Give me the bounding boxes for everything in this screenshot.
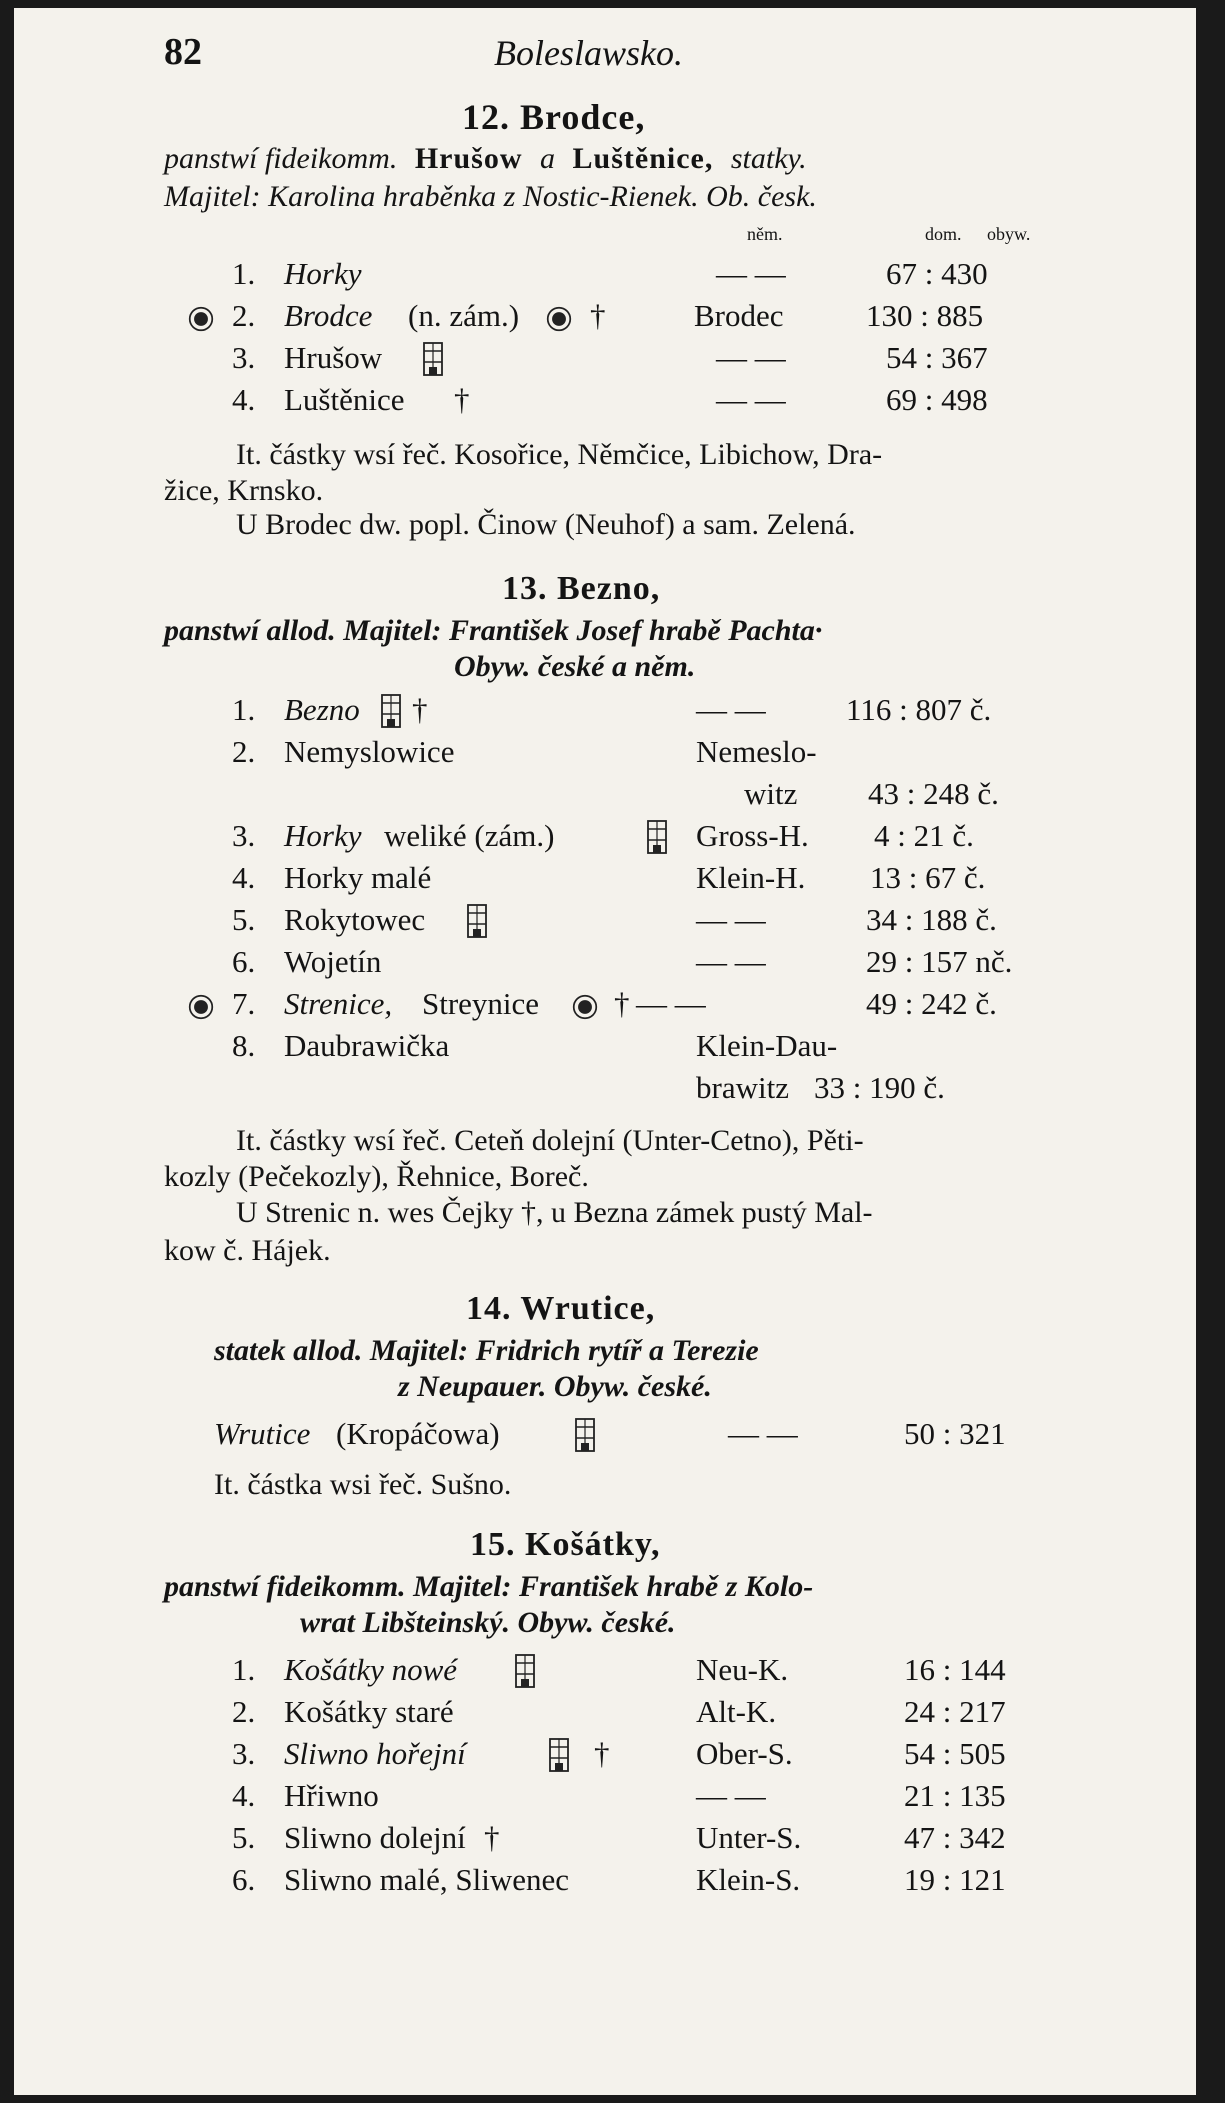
row-index: 8. — [232, 1028, 256, 1063]
house-population: 16 : 144 — [904, 1652, 1006, 1687]
castle-icon — [574, 1418, 596, 1452]
place-name: Bezno — [284, 692, 360, 727]
place-name: Wojetín — [284, 944, 382, 979]
row-index: 6. — [232, 1862, 256, 1897]
german-name: — — — [716, 256, 786, 291]
table-row — [14, 1416, 1196, 1456]
row-index: 4. — [232, 382, 256, 417]
col-head-dom: dom. — [925, 224, 962, 244]
table-row — [14, 818, 1196, 858]
subtitle-part: panstwí fideikomm. — [164, 142, 398, 175]
table-row — [14, 1862, 1196, 1902]
row-index: 6. — [232, 944, 256, 979]
table-row — [14, 1652, 1196, 1692]
table-row — [14, 340, 1196, 380]
place-name: Horky — [284, 818, 362, 853]
house-population: 29 : 157 nč. — [866, 944, 1013, 979]
house-population: 47 : 342 — [904, 1820, 1006, 1855]
row-index: 5. — [232, 1820, 256, 1855]
table-row — [14, 1778, 1196, 1818]
german-name: — — — [728, 1416, 798, 1451]
col-head-obyw: obyw. — [987, 224, 1031, 244]
note-line: U Brodec dw. popl. Činow (Neuhof) a sam. Zelená. — [236, 508, 856, 541]
parish-target-icon — [572, 994, 598, 1020]
table-row — [14, 692, 1196, 732]
house-population: 54 : 505 — [904, 1736, 1006, 1771]
house-population: 24 : 217 — [904, 1694, 1006, 1729]
house-population: 21 : 135 — [904, 1778, 1006, 1813]
place-name: Sliwno hořejní — [284, 1736, 466, 1771]
place-name: Strenice, — [284, 986, 393, 1021]
section-heading-12: 12. Brodce, — [462, 97, 646, 137]
table-row — [14, 944, 1196, 984]
col-head-nem: něm. — [747, 224, 783, 244]
note-line: kow č. Hájek. — [164, 1234, 331, 1267]
note-part: U Strenic n. wes Čejky — [236, 1196, 514, 1229]
place-name: Sliwno malé, Sliwenec — [284, 1862, 569, 1897]
table-row-cont — [14, 1070, 1196, 1110]
section-subtitle-15: panstwí fideikomm. Majitel: František hrabě z Kolo- — [164, 1570, 814, 1603]
row-index: 3. — [232, 818, 256, 853]
table-row — [14, 734, 1196, 774]
place-name: Brodce — [284, 298, 373, 333]
table-row — [14, 1694, 1196, 1734]
row-index: 2. — [232, 1694, 256, 1729]
subtitle-part: statky. — [730, 142, 807, 175]
place-name: Košátky staré — [284, 1694, 454, 1729]
german-name: — — — [636, 986, 706, 1021]
house-population: 33 : 190 č. — [814, 1070, 945, 1105]
german-name: — — — [696, 692, 766, 727]
place-note: weliké (zám.) — [384, 818, 555, 853]
church-cross-icon: † — [590, 298, 606, 333]
german-name: Klein-H. — [696, 860, 806, 895]
house-population: 54 : 367 — [886, 340, 988, 375]
note-line: kozly (Pečekozly), Řehnice, Boreč. — [164, 1160, 589, 1193]
place-name: Košátky nowé — [284, 1652, 458, 1687]
german-name: Nemeslo- — [696, 734, 817, 769]
church-cross-icon: † — [594, 1736, 610, 1771]
row-index: 3. — [232, 1736, 256, 1771]
german-name: — — — [696, 1778, 766, 1813]
section-subtitle-13b: Obyw. české a něm. — [454, 650, 696, 683]
row-index: 5. — [232, 902, 256, 937]
table-row-cont — [14, 776, 1196, 816]
row-index: 7. — [232, 986, 256, 1021]
table-row — [14, 902, 1196, 942]
church-cross-icon: † — [412, 692, 428, 727]
house-population: 116 : 807 č. — [846, 692, 992, 727]
house-population: 34 : 188 č. — [866, 902, 997, 937]
page-number: 82 — [164, 31, 202, 73]
note-line: It. částky wsí řeč. Kosořice, Němčice, Libichow, Dra- — [236, 438, 883, 471]
table-row — [14, 256, 1196, 296]
german-name: Neu-K. — [696, 1652, 789, 1687]
table-row — [14, 1028, 1196, 1068]
table-row — [14, 986, 1196, 1026]
row-index: 1. — [232, 1652, 256, 1687]
owner-line-12: Majitel: Karolina hraběnka z Nostic-Rienek. Ob. česk. — [164, 180, 817, 213]
church-cross-icon: † — [484, 1820, 500, 1855]
note-line: It. částka wsi řeč. Sušno. — [214, 1468, 512, 1501]
house-population: 43 : 248 č. — [868, 776, 999, 811]
place-name: Daubrawička — [284, 1028, 450, 1063]
place-name: Luštěnice — [284, 382, 405, 417]
german-name: — — — [696, 902, 766, 937]
castle-icon — [380, 694, 402, 728]
place-name: Horky — [284, 256, 362, 291]
place-note: Streynice — [422, 986, 540, 1021]
row-index: 4. — [232, 860, 256, 895]
note-line — [236, 1196, 873, 1230]
section-heading-13: 13. Bezno, — [502, 570, 661, 607]
row-index: 2. — [232, 734, 256, 769]
row-index: 1. — [232, 256, 256, 291]
german-name: Alt-K. — [696, 1694, 777, 1729]
german-name: Brodec — [694, 298, 784, 333]
house-population: 4 : 21 č. — [874, 818, 974, 853]
subtitle-part: Luštěnice, — [572, 142, 714, 175]
section-subtitle-14: statek allod. Majitel: Fridrich rytíř a Terezie — [214, 1334, 759, 1367]
section-subtitle-13: panstwí allod. Majitel: František Josef hrabě Pachta· — [164, 614, 823, 647]
church-cross-icon: † — [454, 382, 470, 417]
german-name: Klein-S. — [696, 1862, 801, 1897]
house-population: 13 : 67 č. — [870, 860, 986, 895]
church-cross-icon: † — [520, 1196, 536, 1229]
house-population: 50 : 321 — [904, 1416, 1006, 1451]
castle-icon — [514, 1654, 536, 1688]
house-population: 49 : 242 č. — [866, 986, 997, 1021]
german-name: Ober-S. — [696, 1736, 793, 1771]
place-name: Sliwno dolejní — [284, 1820, 466, 1855]
table-row — [14, 298, 1196, 338]
section-subtitle-15b: wrat Libšteinský. Obyw. české. — [300, 1606, 676, 1639]
parish-target-icon — [188, 306, 214, 332]
table-row — [14, 1736, 1196, 1776]
place-name: Horky malé — [284, 860, 432, 895]
section-heading-14: 14. Wrutice, — [466, 1290, 656, 1327]
place-name: Hrušow — [284, 340, 383, 375]
table-row — [14, 860, 1196, 900]
note-part: , u Bezna zámek pustý Mal- — [535, 1196, 873, 1229]
parish-target-icon — [188, 994, 214, 1020]
section-heading-15: 15. Košátky, — [470, 1526, 661, 1563]
book-page — [14, 8, 1196, 2095]
house-population: 67 : 430 — [886, 256, 988, 291]
german-name: Gross-H. — [696, 818, 809, 853]
section-subtitle-14b: z Neupauer. Obyw. české. — [398, 1370, 712, 1403]
running-title: Boleslawsko. — [494, 33, 683, 73]
subtitle-part: a — [540, 142, 556, 175]
note-line: It. částky wsí řeč. Ceteň dolejní (Unter-Cetno), Pěti- — [236, 1124, 864, 1157]
row-index: 4. — [232, 1778, 256, 1813]
house-population: 69 : 498 — [886, 382, 988, 417]
table-row — [14, 1820, 1196, 1860]
castle-icon — [422, 342, 444, 376]
place-note: (n. zám.) — [408, 298, 520, 333]
german-name: Unter-S. — [696, 1820, 802, 1855]
parish-target-icon — [546, 306, 572, 332]
german-name-cont: brawitz — [696, 1070, 789, 1105]
german-name: Klein-Dau- — [696, 1028, 838, 1063]
place-name: Rokytowec — [284, 902, 426, 937]
note-line: žice, Krnsko. — [164, 474, 324, 507]
german-name: — — — [716, 382, 786, 417]
subtitle-part: Hrušow — [414, 142, 523, 175]
place-name: Nemyslowice — [284, 734, 455, 769]
church-cross-icon: † — [614, 986, 630, 1021]
german-name-cont: witz — [744, 776, 798, 811]
german-name: — — — [696, 944, 766, 979]
row-index: 1. — [232, 692, 256, 727]
house-population: 19 : 121 — [904, 1862, 1006, 1897]
castle-icon — [646, 820, 668, 854]
castle-icon — [548, 1738, 570, 1772]
house-population: 130 : 885 — [866, 298, 984, 333]
table-row — [14, 382, 1196, 422]
castle-icon — [466, 904, 488, 938]
row-index: 2. — [232, 298, 256, 333]
row-index: 3. — [232, 340, 256, 375]
place-note: (Kropáčowa) — [336, 1416, 500, 1451]
place-name: Hřiwno — [284, 1778, 379, 1813]
section-subtitle-12 — [164, 142, 807, 176]
german-name: — — — [716, 340, 786, 375]
place-name: Wrutice — [214, 1416, 311, 1451]
